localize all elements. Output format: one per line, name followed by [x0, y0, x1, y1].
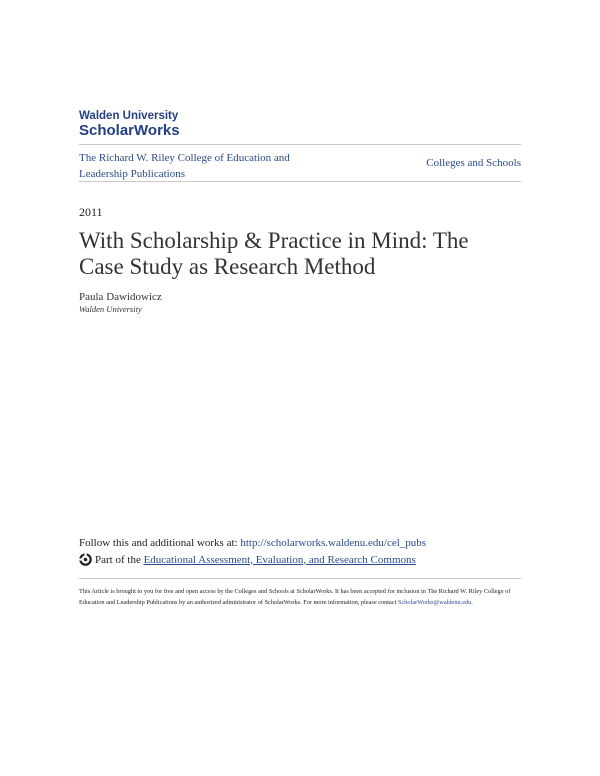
header-top-divider [79, 144, 521, 145]
institution-name: Walden University [79, 110, 179, 122]
header-bottom-divider [79, 181, 521, 182]
part-of-line [79, 553, 416, 566]
footer-divider [79, 578, 521, 579]
part-of-text: Part of the [95, 553, 141, 566]
article-title: With Scholarship & Practice in Mind: The Case Study as Research Method [79, 228, 469, 279]
contact-email-link[interactable]: ScholarWorks@waldenu.edu. [397, 598, 473, 606]
publication-year: 2011 [79, 205, 103, 219]
repository-name[interactable]: ScholarWorks [79, 122, 180, 139]
commons-network-icon [79, 553, 92, 566]
access-notice [79, 587, 521, 608]
author-affiliation: Walden University [79, 304, 142, 314]
series-link[interactable]: The Richard W. Riley College of Education and Leadership Publications [79, 152, 290, 180]
notice-text: This Article is brought to you for free and open access by the Colleges and Schools at ScholarWorks. It has been accepted for inclusion in The Richard W. Riley College of Education and Leadership Publications by an authorized administrator of ScholarWorks. For more information, please contact [79, 588, 511, 606]
follow-line [79, 537, 426, 549]
author-name: Paula Dawidowicz [79, 291, 162, 303]
follow-url-link[interactable]: http://scholarworks.waldenu.edu/cel_pubs [240, 537, 427, 549]
colleges-link[interactable]: Colleges and Schools [426, 157, 521, 169]
commons-link[interactable]: Educational Assessment, Evaluation, and Research Commons [143, 553, 416, 566]
follow-text: Follow this and additional works at: [79, 537, 238, 549]
